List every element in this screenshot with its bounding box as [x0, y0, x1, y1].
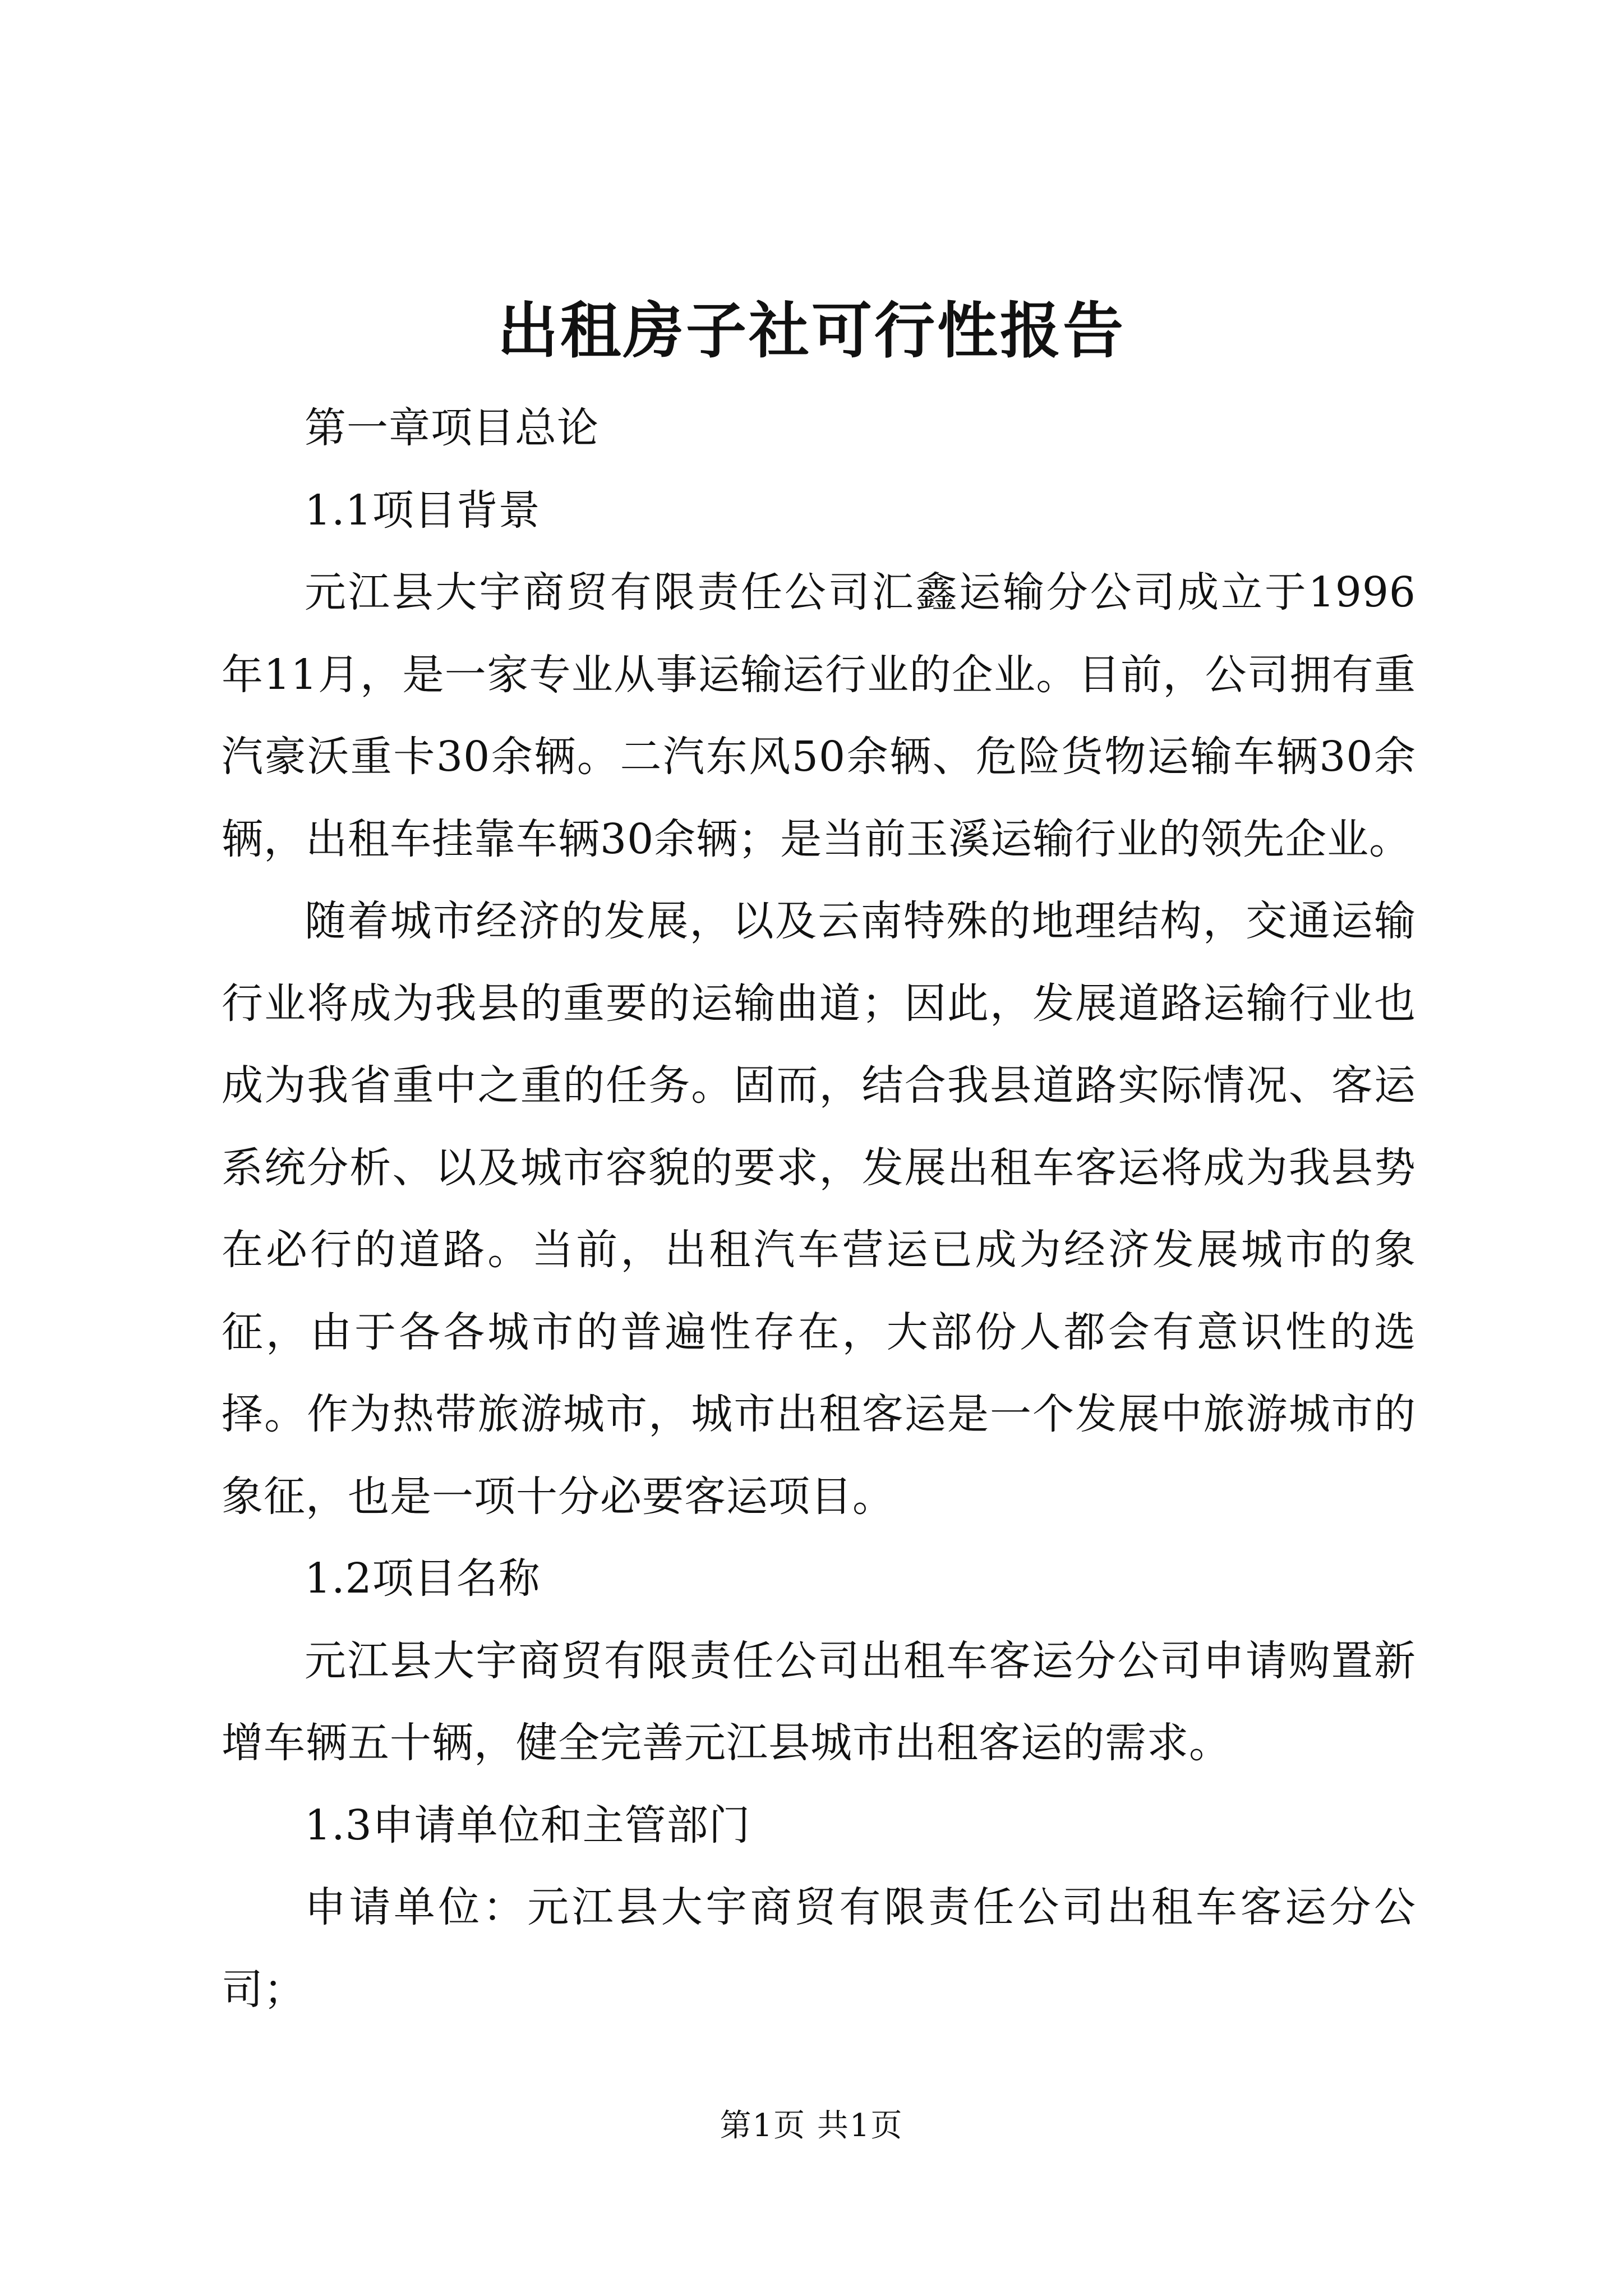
document-body [222, 387, 1416, 2031]
body-paragraph: 申请单位：元江县大宇商贸有限责任公司出租车客运分公司； [222, 1883, 1416, 2014]
body-paragraph: 元江县大宇商贸有限责任公司汇鑫运输分公司成立于1996年11月，是一家专业从事运输运行业的企业。目前，公司拥有重汽豪沃重卡30余辆。二汽东风50余辆、危险货物运输车辆30余辆，出租车挂靠车辆30余辆；是当前玉溪运输行业的领先企业。 [222, 568, 1416, 863]
section-heading-1-3: 1.3申请单位和主管部门 [305, 1801, 751, 1849]
document-title: 出租房子社可行性报告 [497, 296, 1126, 366]
page-footer: 第1页 共1页 [720, 2108, 903, 2144]
body-paragraph: 元江县大宇商贸有限责任公司出租车客运分公司申请购置新增车辆五十辆，健全完善元江县城市出租客运的需求。 [222, 1636, 1416, 1767]
chapter-heading: 第一章项目总论 [305, 404, 599, 452]
body-paragraph: 随着城市经济的发展，以及云南特殊的地理结构，交通运输行业将成为我县的重要的运输曲道；因此，发展道路运输行业也成为我省重中之重的任务。固而，结合我县道路实际情况、客运系统分析、以及城市容貌的要求，发展出租车客运将成为我县势在必行的道路。当前，出租汽车营运已成为经济发展城市的象征，由于各各城市的普遍性存在，大部份人都会有意识性的选择。作为热带旅游城市，城市出租客运是一个发展中旅游城市的象征，也是一项十分必要客运项目。 [222, 897, 1416, 1521]
section-heading-1-2: 1.2项目名称 [305, 1554, 541, 1603]
section-heading-1-1: 1.1项目背景 [305, 486, 541, 535]
